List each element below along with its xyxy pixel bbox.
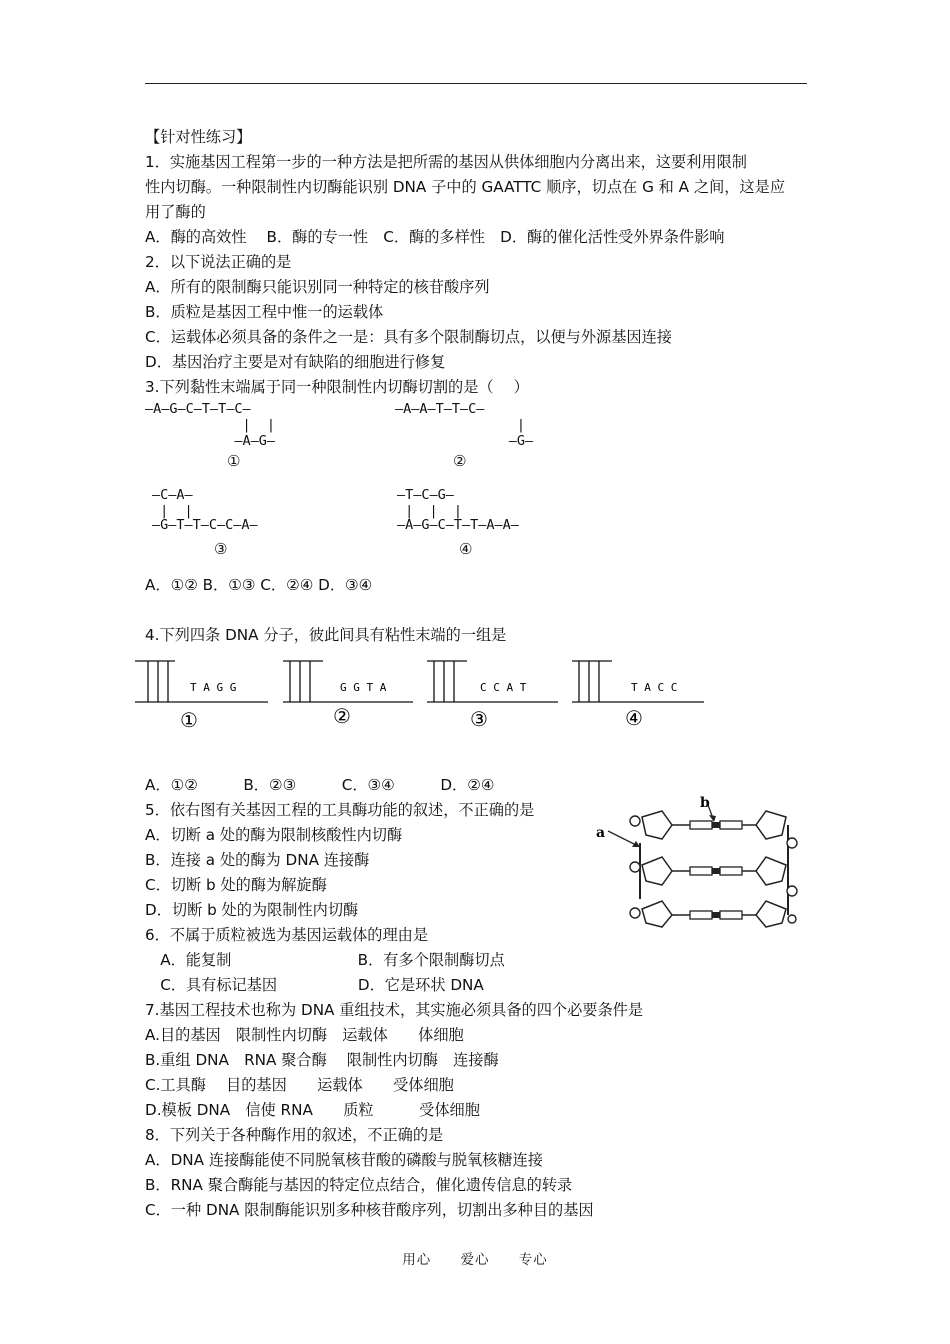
q8-option-a: A．DNA 连接酶能使不同脱氧核苷酸的磷酸与脱氧核糖连接 xyxy=(145,1151,543,1169)
q3-sticky-end-2-top: —A—A—T—T—C— xyxy=(395,401,485,417)
dna-label-1: ① xyxy=(180,708,198,732)
q8-option-c: C．一种 DNA 限制酶能识别多种核苷酸序列，切割出多种目的基因 xyxy=(145,1201,594,1219)
q1-line-3: 用了酶的 xyxy=(145,203,206,221)
dna-label-4: ④ xyxy=(625,706,643,730)
q3-label-3: ③ xyxy=(214,540,228,558)
footer-item: 爱心 xyxy=(460,1252,490,1268)
q3-sticky-end-4-bonds: | | | xyxy=(397,503,463,519)
q6-options-cd: C．具有标记基因 D．它是环状 DNA xyxy=(145,976,484,994)
dna-fragments-figure xyxy=(130,655,710,735)
q7-option-d: D.模板 DNA 信使 RNA 质粒 受体细胞 xyxy=(145,1101,480,1119)
q3-options: A．①② B．①③ C．②④ D．③④ xyxy=(145,576,373,594)
q7-stem: 7.基因工程技术也称为 DNA 重组技术，其实施必须具备的四个必要条件是 xyxy=(145,1001,644,1019)
dna-label-3: ③ xyxy=(470,707,488,731)
dna-fragment-1 xyxy=(135,661,268,732)
section-heading: 【针对性练习】 xyxy=(145,128,252,146)
q3-label-1: ① xyxy=(227,452,241,470)
q4-options: A．①② B．②③ C．③④ D．②④ xyxy=(145,776,495,794)
q2-option-b: B．质粒是基因工程中惟一的运载体 xyxy=(145,303,384,321)
q5-stem: 5．依右图有关基因工程的工具酶功能的叙述，不正确的是 xyxy=(145,801,535,819)
dna-label-2: ② xyxy=(333,704,351,728)
q5-option-b: B．连接 a 处的酶为 DNA 连接酶 xyxy=(145,851,370,869)
q4-stem: 4.下列四条 DNA 分子，彼此间具有粘性末端的一组是 xyxy=(145,626,507,644)
q3-sticky-end-4-bottom: —A—G—C—T—T—A—A— xyxy=(397,517,519,533)
enzyme-site-figure xyxy=(590,795,820,930)
q3-stem: 3.下列黏性末端属于同一种限制性内切酶切割的是（ ） xyxy=(145,378,529,396)
q1-line-1: 1．实施基因工程第一步的一种方法是把所需的基因从供体细胞内分离出来，这要利用限制 xyxy=(145,153,747,171)
figure-label-b: b xyxy=(700,795,710,811)
q3-sticky-end-1-top: —A—G—C—T—T—C— xyxy=(145,401,251,417)
dna-seq-2: G G T A xyxy=(340,681,387,694)
q3-label-4: ④ xyxy=(459,540,473,558)
q8-stem: 8．下列关于各种酶作用的叙述，不正确的是 xyxy=(145,1126,444,1144)
figure-label-a: a xyxy=(596,825,606,841)
q3-sticky-end-1-bonds: | | xyxy=(145,417,276,433)
q2-option-d: D．基因治疗主要是对有缺陷的细胞进行修复 xyxy=(145,353,446,371)
q7-option-a: A.目的基因 限制性内切酶 运载体 体细胞 xyxy=(145,1026,464,1044)
q2-option-c: C．运载体必须具备的条件之一是：具有多个限制酶切点，以便与外源基因连接 xyxy=(145,328,672,346)
page-footer xyxy=(0,1248,950,1268)
footer-item: 专心 xyxy=(518,1252,548,1268)
dna-seq-4: T A C C xyxy=(631,681,678,694)
q1-options: A．酶的高效性 B．酶的专一性 C．酶的多样性 D．酶的催化活性受外界条件影响 xyxy=(145,228,725,246)
dna-fragment-3 xyxy=(427,661,558,731)
q3-sticky-end-1-bottom: —A—G— xyxy=(145,433,276,449)
q5-option-c: C．切断 b 处的酶为解旋酶 xyxy=(145,876,327,894)
dna-seq-1: T A G G xyxy=(190,681,237,694)
q1-line-2: 性内切酶。一种限制性内切酶能识别 DNA 子中的 GAATTC 顺序，切点在 G 和 A 之间，这是应 xyxy=(145,178,786,196)
dna-seq-3: C C A T xyxy=(480,681,527,694)
q3-sticky-end-2-bonds: | xyxy=(395,417,526,433)
q2-option-a: A．所有的限制酶只能识别同一种特定的核苷酸序列 xyxy=(145,278,490,296)
q6-options-ab: A．能复制 B．有多个限制酶切点 xyxy=(145,951,505,969)
header-rule xyxy=(145,83,807,84)
dna-fragment-2 xyxy=(283,661,413,728)
q5-option-a: A．切断 a 处的酶为限制核酸性内切酶 xyxy=(145,826,403,844)
dna-fragment-4 xyxy=(572,661,704,730)
q3-sticky-end-3-bottom: —G—T—T—C—C—A— xyxy=(152,517,258,533)
footer-item: 用心 xyxy=(402,1252,432,1268)
q3-sticky-end-4-top: —T—C—G— xyxy=(397,487,454,503)
q5-option-d: D．切断 b 处的为限制性内切酶 xyxy=(145,901,359,919)
q7-option-b: B.重组 DNA RNA 聚合酶 限制性内切酶 连接酶 xyxy=(145,1051,499,1069)
q6-stem: 6．不属于质粒被选为基因运载体的理由是 xyxy=(145,926,429,944)
q2-stem: 2．以下说法正确的是 xyxy=(145,253,292,271)
q3-sticky-end-3-bonds: | | xyxy=(152,503,193,519)
q8-option-b: B．RNA 聚合酶能与基因的特定位点结合，催化遗传信息的转录 xyxy=(145,1176,573,1194)
q7-option-c: C.工具酶 目的基因 运载体 受体细胞 xyxy=(145,1076,454,1094)
q3-label-2: ② xyxy=(453,452,467,470)
q3-sticky-end-3-top: —C—A— xyxy=(152,487,193,503)
q3-sticky-end-2-bottom: —G— xyxy=(395,433,534,449)
